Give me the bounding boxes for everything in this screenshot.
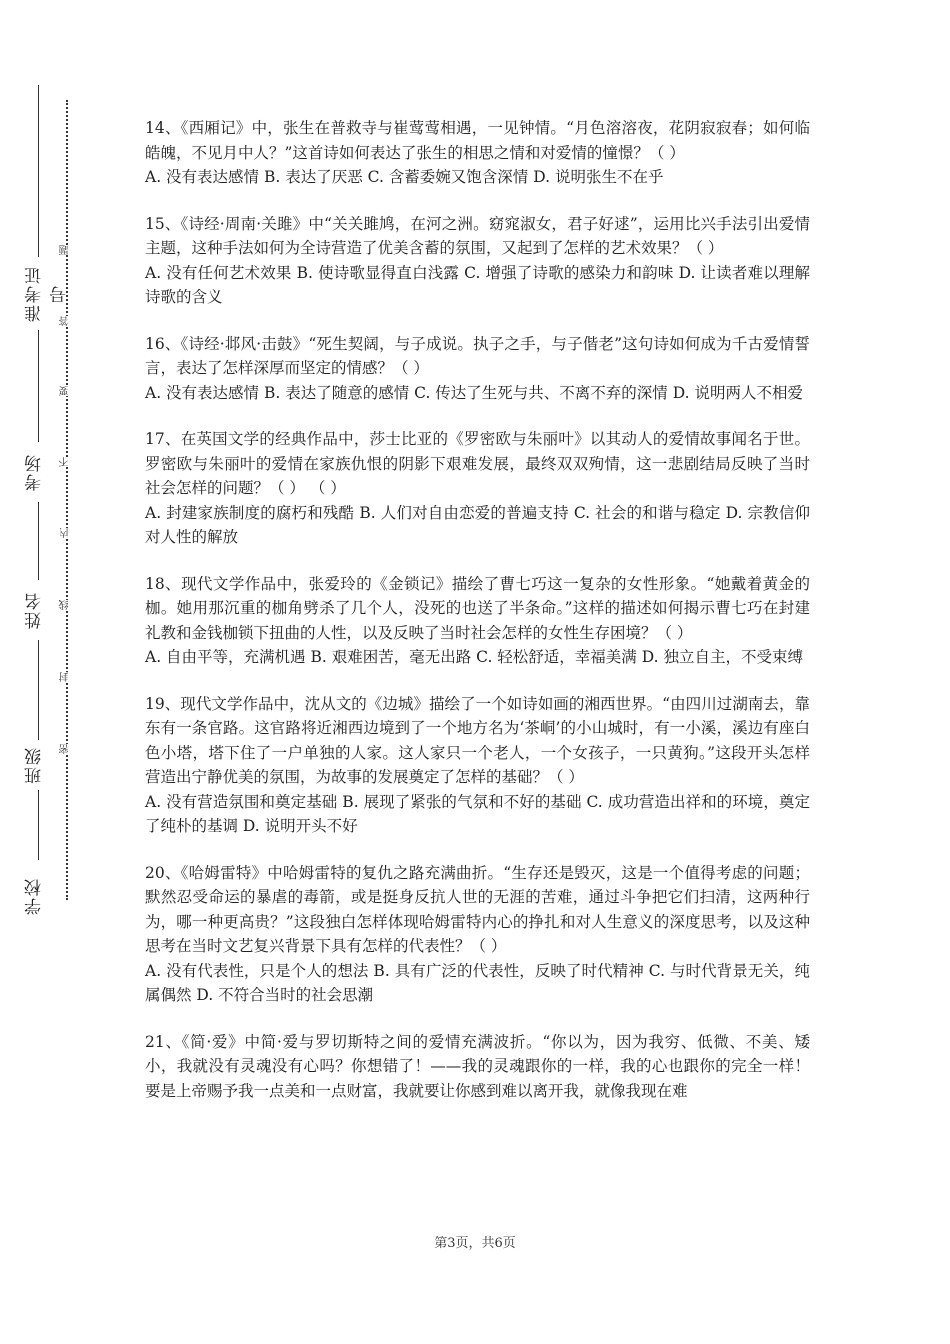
seal-char: 密	[60, 744, 74, 754]
question-options: A. 没有表达感情 B. 表达了厌恶 C. 含蓄委婉又饱含深情 D. 说明张生不在乎	[145, 168, 664, 186]
line-segment	[38, 330, 39, 442]
school-label: 学校	[22, 860, 54, 932]
question-21	[145, 1030, 810, 1104]
page-footer: 第3页，共6页	[434, 1236, 516, 1251]
question-20	[145, 861, 810, 1008]
question-text: 19、现代文学作品中，沈从文的《边城》描绘了一个如诗如画的湘西世界。“由四川过湖南去，靠东有一条官路。这官路将近湘西边境到了一个地方名为‘茶峒’的小山城时，有一小溪，溪边有座白色小塔，塔下住了一户单独的人家。这人家只一个老人，一个女孩子，一只黄狗。”这段开头怎样营造出宁静优美的氛围，为故事的发展奠定了怎样的基础？（ ）	[145, 694, 810, 786]
question-text: 20、《哈姆雷特》中哈姆雷特的复仇之路充满曲折。“生存还是毁灭，这是一个值得考虑的问题；默然忍受命运的暴虐的毒箭，或是挺身反抗人世的无涯的苦难，通过斗争把它们扫清，这两种行为，哪一种更高贵？”这段独白怎样体现哈姆雷特内心的挣扎和对人生意义的深度思考，以及这种思考在当时文艺复兴背景下具有怎样的代表性？（ ）	[145, 863, 810, 955]
question-options: A. 自由平等，充满机遇 B. 艰难困苦，毫无出路 C. 轻松舒适，幸福美满 D. 独立自主，不受束缚	[145, 648, 803, 666]
question-19	[145, 692, 810, 839]
class-label: 班级	[22, 740, 54, 790]
seal-char: 题	[60, 245, 74, 255]
seal-dotted-line	[66, 100, 68, 900]
question-options: A. 没有营造氛围和奠定基础 B. 展现了紧张的气氛和不好的基础 C. 成功营造出祥和的环境，奠定了纯朴的基调 D. 说明开头不好	[145, 792, 810, 835]
question-15	[145, 212, 810, 310]
question-14	[145, 116, 810, 190]
question-text: 16、《诗经·邶风·击鼓》“死生契阔，与子成说。执子之手，与子偕老”这句诗如何成为千古爱情誓言，表达了怎样深厚而坚定的情感？（ ）	[145, 334, 810, 377]
question-text: 21、《简·爱》中简·爱与罗切斯特之间的爱情充满波折。“你以为，因为我穷、低微、不美、矮小，我就没有灵魂没有心吗？你想错了！——我的灵魂跟你的一样，我的心也跟你的完全一样！要是上帝赐予我一点美和一点财富，我就要让你感到难以离开我，就像我现在难	[145, 1032, 810, 1100]
line-segment	[38, 790, 39, 860]
exam-id-label: 准考证号	[22, 257, 54, 330]
seal-char: 答	[60, 316, 74, 326]
question-16	[145, 332, 810, 406]
line-segment	[38, 640, 39, 740]
question-17	[145, 427, 810, 550]
question-text: 14、《西厢记》中，张生在普救寺与崔莺莺相遇，一见钟情。“月色溶溶夜，花阴寂寂春；如何临皓魄，不见月中人？”这首诗如何表达了张生的相思之情和对爱情的憧憬？（ ）	[145, 119, 810, 162]
question-options: A. 封建家族制度的腐朽和残酷 B. 人们对自由恋爱的普遍支持 C. 社会的和谐与稳定 D. 宗教信仰对人性的解放	[145, 503, 810, 546]
seal-char: 内	[60, 528, 74, 538]
question-list	[145, 116, 810, 1125]
question-options: A. 没有代表性，只是个人的想法 B. 具有广泛的代表性，反映了时代精神 C. 与时代背景无关，纯属偶然 D. 不符合当时的社会思潮	[145, 961, 810, 1004]
question-text: 18、现代文学作品中，张爱玲的《金锁记》描绘了曹七巧这一复杂的女性形象。“她戴着黄金的枷。她用那沉重的枷角劈杀了几个人，没死的也送了半条命。”这样的描述如何揭示曹七巧在封建礼教和金钱枷锁下扭曲的人性，以及反映了当时社会怎样的女性生存困境？（ ）	[145, 574, 810, 642]
seal-char: 要	[60, 386, 74, 396]
seal-char: 封	[60, 672, 74, 682]
exam-room-label: 考场	[22, 442, 54, 502]
name-label: 姓名	[22, 580, 54, 640]
question-options: A. 没有任何艺术效果 B. 使诗歌显得直白浅露 C. 增强了诗歌的感染力和韵味 D. 让读者难以理解诗歌的含义	[145, 263, 810, 306]
question-text: 15、《诗经·周南·关雎》中“关关雎鸠，在河之洲。窈窕淑女，君子好逑”，运用比兴手法引出爱情主题，这种手法如何为全诗营造了优美含蓄的氛围，又起到了怎样的艺术效果？（ ）	[145, 214, 810, 257]
line-segment	[38, 502, 39, 580]
seal-char: 不	[60, 457, 74, 467]
binding-margin	[0, 0, 110, 1344]
seal-char: 线	[60, 600, 74, 610]
line-segment	[38, 85, 39, 257]
question-18	[145, 572, 810, 670]
question-options: A. 没有表达感情 B. 表达了随意的感情 C. 传达了生死与共、不离不弃的深情 D. 说明两人不相爱	[145, 383, 803, 402]
question-text: 17、在英国文学的经典作品中，莎士比亚的《罗密欧与朱丽叶》以其动人的爱情故事闻名于世。罗密欧与朱丽叶的爱情在家族仇恨的阴影下艰难发展，最终双双殉情，这一悲剧结局反映了当时社会怎样的问题？（ ） （ ）	[145, 430, 810, 497]
